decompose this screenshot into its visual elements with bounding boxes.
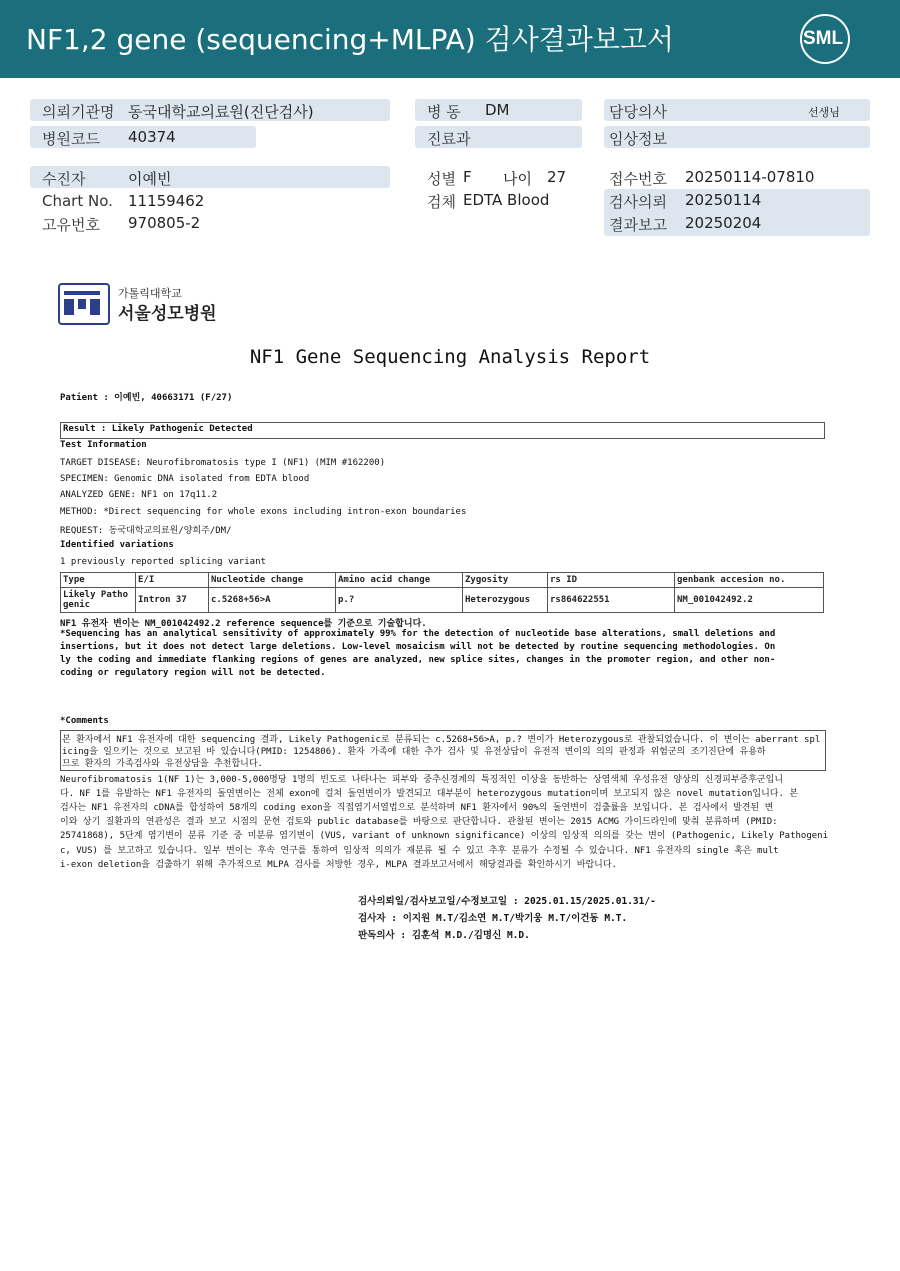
report-header — [0, 0, 900, 78]
report-testers: 검사자 : 이지원 M.T/김소연 M.T/박기웅 M.T/이건동 M.T. — [358, 913, 628, 924]
logo-text: SML — [803, 28, 844, 49]
sml-logo — [800, 14, 850, 62]
sex-age-field — [415, 166, 585, 188]
patient-field — [30, 166, 390, 188]
doctor-field — [604, 99, 870, 121]
td-genbank: NM_001042492.2 — [675, 588, 824, 613]
hospital-emblem-icon — [58, 283, 110, 325]
page-title: NF1,2 gene (sequencing+MLPA) 검사결과보고서 — [26, 23, 674, 56]
receipt-field — [604, 166, 870, 188]
comment-line-6: c, VUS) 를 보고하고 있습니다. 일부 변이는 후속 연구를 통하여 임상적 의의가 재분류 될 수 있고 추후 분류가 수정될 수 있습니다. NF1 유전자의 single 혹은 mult — [60, 846, 779, 856]
institution-field — [30, 99, 390, 121]
institution-value: 동국대학교의료원(진단검사) — [128, 103, 314, 121]
report-value: 20250204 — [685, 214, 762, 232]
sensitivity-line-4: coding or regulatory region will not be detected. — [60, 668, 326, 678]
th-zygosity: Zygosity — [463, 573, 548, 588]
ward-field — [415, 99, 582, 121]
td-amino: p.? — [336, 588, 463, 613]
th-ei: E/I — [136, 573, 209, 588]
th-rsid: rs ID — [548, 573, 675, 588]
report-dates: 검사의뢰일/검사보고일/수정보고일 : 2025.01.15/2025.01.31/- — [358, 896, 656, 907]
specimen-line: SPECIMEN: Genomic DNA isolated from EDTA blood — [60, 474, 310, 484]
doctor-value: 선생님 — [808, 106, 840, 119]
receipt-value: 20250114-07810 — [685, 168, 815, 186]
doctor-label: 담당의사 — [609, 103, 667, 121]
institution-label: 의뢰기관명 — [42, 103, 115, 121]
age-label: 나이 — [503, 170, 532, 188]
th-nucleotide: Nucleotide change — [209, 573, 336, 588]
hospcode-label: 병원코드 — [42, 130, 100, 148]
comment-line-7: i-exon deletion을 검출하기 위해 추가적으로 MLPA 검사를 처방한 경우, MLPA 결과보고서에서 해당결과를 확인하시기 바랍니다. — [60, 860, 617, 870]
clinical-label: 임상정보 — [609, 130, 667, 148]
ward-label: 병 동 — [427, 103, 461, 121]
report-doctors: 판독의사 : 김훈석 M.D./김명신 M.D. — [358, 930, 530, 941]
comment-line-2: 다. NF 1를 유발하는 NF1 유전자의 돌연변이는 전체 exon에 걸쳐 돌연변이가 발견되고 대부분이 heterozygous mutation이며 보고되지 않은 novel mutation입니다. 본 — [60, 789, 799, 799]
sensitivity-line-1: *Sequencing has an analytical sensitivity of approximately 99% for the detection of nucleotide base alterations, small deletions and — [60, 629, 776, 639]
request-line: REQUEST: 동국대학교의료원/양희주/DM/ — [60, 526, 232, 536]
comment-line-1: Neurofibromatosis 1(NF 1)는 3,000-5,000명당 1명의 빈도로 나타나는 피부와 중추신경계의 특징적인 이상을 동반하는 상염색체 우성유전 양상의 신경피부증후군입니 — [60, 775, 784, 785]
hospital-name: 서울성모병원 — [118, 304, 217, 324]
request-label: 검사의뢰 — [609, 193, 667, 211]
dept-field — [415, 126, 582, 148]
table-row — [61, 588, 824, 613]
clinical-field — [604, 126, 870, 148]
hospcode-field — [30, 126, 256, 148]
target-line: TARGET DISEASE: Neurofibromatosis type I (NF1) (MIM #162200) — [60, 458, 386, 468]
comments-heading: *Comments — [60, 716, 109, 726]
hospcode-value: 40374 — [128, 128, 176, 146]
chart-field — [30, 190, 390, 212]
td-ei: Intron 37 — [136, 588, 209, 613]
th-genbank: genbank accesion no. — [675, 573, 824, 588]
patient-label: 수진자 — [42, 170, 86, 188]
specimen-field — [415, 189, 585, 211]
uid-value: 970805-2 — [128, 214, 201, 232]
comment-line-4: 이와 상기 질환과의 연관성은 결과 보고 시점의 문헌 검토와 public database를 바탕으로 판단합니다. 관찰된 변이는 2015 ACMG 가이드라인에 맞춰 분류하며 (PMID: — [60, 817, 778, 827]
uid-field — [30, 212, 390, 234]
patient-line: Patient : 이예빈, 40663171 (F/27) — [60, 393, 233, 403]
comment-line-5: 25741868), 5단계 염기변이 분류 기준 중 미분류 염기변이 (VUS, variant of unknown significance) 이상의 임상적 의의를 갖는 변이 (Pathogenic, Likely Pathogeni — [60, 831, 829, 841]
specimen-label: 검체 — [427, 193, 456, 211]
request-value: 20250114 — [685, 191, 762, 209]
comment-box-line-2: icing을 일으키는 것으로 보고된 바 있습니다(PMID: 1254806). 환자 가족에 대한 추가 검사 및 유전상담이 유전적 변이의 의의 판정과 위험군의 조기진단에 유용하 — [62, 747, 766, 757]
receipt-label: 접수번호 — [609, 170, 667, 188]
reference-note: NF1 유전자 변이는 NM_001042492.2 reference sequence를 기준으로 기술합니다. — [60, 619, 427, 629]
td-nucleotide: c.5268+56>A — [209, 588, 336, 613]
td-rsid: rs864622551 — [548, 588, 675, 613]
report-title: NF1 Gene Sequencing Analysis Report — [249, 346, 651, 368]
table-header-row — [61, 573, 824, 588]
result-line: Result : Likely Pathogenic Detected — [63, 424, 253, 434]
chart-value: 11159462 — [128, 192, 205, 210]
comment-box-line-1: 본 환자에서 NF1 유전자에 대한 sequencing 결과, Likely Pathogenic로 분류되는 c.5268+56>A, p.? 변이가 Heterozygous로 관찰되었습니다. 이 변이는 aberrant spl — [62, 735, 821, 745]
identified-heading: Identified variations — [60, 540, 174, 550]
comment-box-line-3: 므로 환자의 가족검사와 유전상담을 추천합니다. — [62, 759, 263, 769]
chart-label: Chart No. — [42, 192, 113, 210]
th-type: Type — [61, 573, 136, 588]
method-line: METHOD: *Direct sequencing for whole exons including intron-exon boundaries — [60, 507, 467, 517]
sex-value: F — [463, 168, 472, 186]
patient-value: 이예빈 — [128, 170, 172, 188]
gene-line: ANALYZED GENE: NF1 on 17q11.2 — [60, 490, 218, 500]
test-info-heading: Test Information — [60, 440, 147, 450]
report-label: 결과보고 — [609, 216, 667, 234]
sex-label: 성별 — [427, 170, 456, 188]
dates-field — [604, 189, 870, 236]
identified-note: 1 previously reported splicing variant — [60, 557, 266, 567]
hospital-subtitle: 가톨릭대학교 — [118, 287, 182, 300]
ward-value: DM — [485, 101, 510, 119]
td-zygosity: Heterozygous — [463, 588, 548, 613]
uid-label: 고유번호 — [42, 216, 100, 234]
variant-table — [60, 572, 824, 613]
td-type: Likely Patho genic — [61, 588, 136, 613]
sensitivity-line-2: insertions, but it does not detect large deletions. Low-level mosaicism will not be detected by routine sequencing methodologies. On — [60, 642, 776, 652]
dept-label: 진료과 — [427, 130, 471, 148]
age-value: 27 — [547, 168, 567, 186]
specimen-value: EDTA Blood — [463, 191, 550, 209]
th-amino: Amino acid change — [336, 573, 463, 588]
sensitivity-line-3: ly the coding and immediate flanking regions of genes are analyzed, new splice sites, changes in the promoter region, and other non- — [60, 655, 776, 665]
comment-line-3: 검사는 NF1 유전자의 cDNA를 합성하여 58개의 coding exon을 직접염기서열법으로 분석하며 NF1 환자에서 90%의 돌연변이 검출률을 보입니다. 본 검사에서 발견된 변 — [60, 803, 774, 813]
